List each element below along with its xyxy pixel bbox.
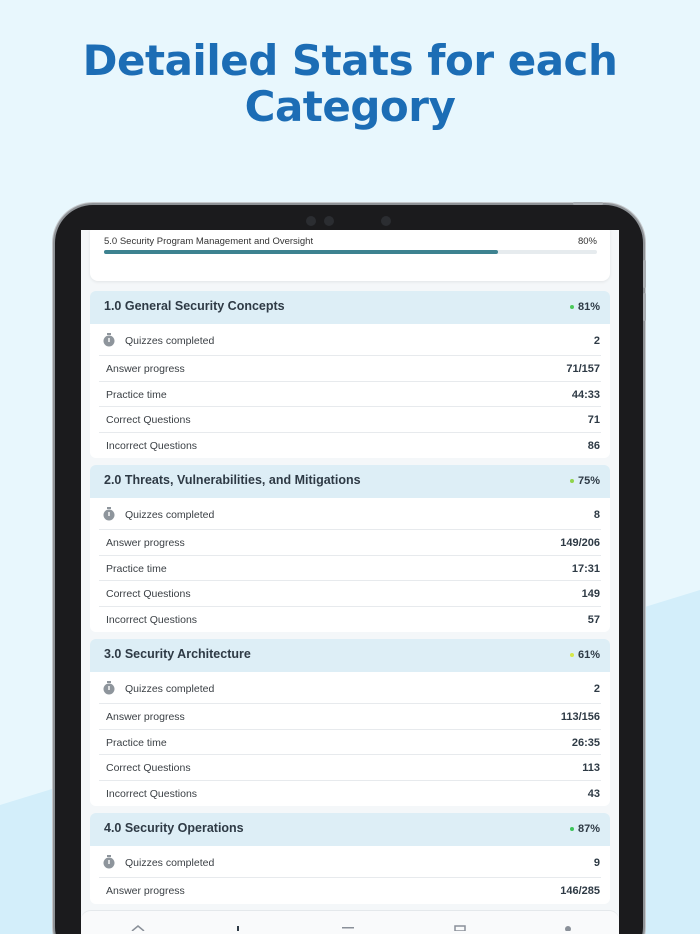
stat-value: 149 <box>581 588 600 601</box>
headline-line-2: Category <box>244 82 456 131</box>
category-title: 3.0 Security Architecture <box>104 647 251 661</box>
stat-label: Correct Questions <box>106 588 191 601</box>
tablet-frame <box>55 205 643 934</box>
status-dot <box>570 479 574 483</box>
tablet-power-button <box>573 202 603 205</box>
stat-label: Practice time <box>106 388 167 401</box>
category-percent: 75% <box>577 475 600 487</box>
page-headline <box>0 38 700 130</box>
stat-value: 71 <box>587 414 600 427</box>
category-percent: 81% <box>577 301 600 313</box>
progress-track <box>104 250 597 254</box>
stats-rows <box>90 846 610 904</box>
stat-label: Practice time <box>106 562 167 575</box>
stat-label: Quizzes completed <box>125 683 215 695</box>
stat-value: 146/285 <box>560 885 600 897</box>
stat-value: 17:31 <box>571 562 600 575</box>
category-progress-card[interactable] <box>90 230 610 281</box>
stat-label: Quizzes completed <box>125 509 215 521</box>
stat-row <box>99 382 601 408</box>
stat-value: 44:33 <box>571 388 600 401</box>
stat-label: Answer progress <box>106 711 185 723</box>
stat-row <box>99 356 601 382</box>
stat-label: Answer progress <box>106 363 185 375</box>
category-header[interactable] <box>90 465 610 498</box>
stat-value: 71/157 <box>566 363 600 375</box>
status-dot <box>570 827 574 831</box>
category-title: 2.0 Threats, Vulnerabilities, and Mitigations <box>104 473 361 487</box>
stat-row <box>99 607 601 633</box>
category-header[interactable] <box>90 291 610 324</box>
stat-row <box>99 498 601 530</box>
stat-value: 2 <box>593 335 600 347</box>
stat-label: Practice time <box>106 736 167 749</box>
stat-label: Incorrect Questions <box>106 787 198 800</box>
clipboard-icon[interactable] <box>453 925 467 931</box>
progress-fill <box>104 250 498 254</box>
stat-value: 113/156 <box>560 711 600 723</box>
headline-line-1: Detailed Stats for each <box>82 36 618 85</box>
stat-value: 113 <box>582 762 600 775</box>
stat-label: Answer progress <box>106 537 185 549</box>
stat-row <box>99 781 601 807</box>
tablet-camera <box>306 216 316 226</box>
status-dot <box>570 653 574 657</box>
stat-row <box>99 530 601 556</box>
stopwatch-icon <box>102 681 116 695</box>
stat-row <box>99 846 601 878</box>
stopwatch-icon <box>102 855 116 869</box>
stat-value: 26:35 <box>571 736 600 749</box>
stats-icon[interactable] <box>231 925 245 931</box>
stat-label: Correct Questions <box>106 762 191 775</box>
stat-value: 57 <box>587 613 600 626</box>
stat-label: Answer progress <box>106 885 185 897</box>
stat-value: 86 <box>587 439 600 452</box>
stat-label: Correct Questions <box>106 414 191 427</box>
stat-label: Quizzes completed <box>125 857 215 869</box>
stat-row <box>99 581 601 607</box>
status-dot <box>570 305 574 309</box>
home-icon[interactable] <box>131 925 145 931</box>
stat-label: Quizzes completed <box>125 335 215 347</box>
category-section <box>90 291 610 458</box>
list-icon[interactable] <box>341 925 355 931</box>
stopwatch-icon <box>102 333 116 347</box>
category-section <box>90 465 610 632</box>
stat-row <box>99 672 601 704</box>
tablet-camera <box>324 216 334 226</box>
stat-value: 149/206 <box>560 537 600 549</box>
stats-rows <box>90 672 610 806</box>
stat-row <box>99 730 601 756</box>
category-title: 1.0 General Security Concepts <box>104 299 285 313</box>
stat-value: 8 <box>593 509 600 521</box>
tablet-volume-button <box>643 293 646 321</box>
category-header[interactable] <box>90 639 610 672</box>
stat-value: 9 <box>593 857 600 869</box>
category-percent: 87% <box>577 823 600 835</box>
stat-row <box>99 433 601 459</box>
stat-row <box>99 556 601 582</box>
app-screen <box>81 230 619 934</box>
stat-label: Incorrect Questions <box>106 613 198 626</box>
stat-value: 43 <box>587 787 600 800</box>
stat-row <box>99 407 601 433</box>
tablet-volume-button <box>643 260 646 288</box>
category-section <box>90 813 610 904</box>
stat-row <box>99 755 601 781</box>
stat-row <box>99 704 601 730</box>
bottom-tab-bar <box>81 910 619 934</box>
stats-rows <box>90 324 610 458</box>
stat-row <box>99 324 601 356</box>
stopwatch-icon <box>102 507 116 521</box>
category-header[interactable] <box>90 813 610 846</box>
stat-row <box>99 878 601 904</box>
stats-rows <box>90 498 610 632</box>
stat-value: 2 <box>593 683 600 695</box>
tablet-camera <box>381 216 391 226</box>
category-progress-percent: 80% <box>577 236 597 247</box>
stat-label: Incorrect Questions <box>106 439 198 452</box>
category-title: 4.0 Security Operations <box>104 821 244 835</box>
category-percent: 61% <box>577 649 600 661</box>
category-section <box>90 639 610 806</box>
category-progress-label: 5.0 Security Program Management and Oversight <box>104 236 314 247</box>
profile-icon[interactable] <box>561 925 575 931</box>
